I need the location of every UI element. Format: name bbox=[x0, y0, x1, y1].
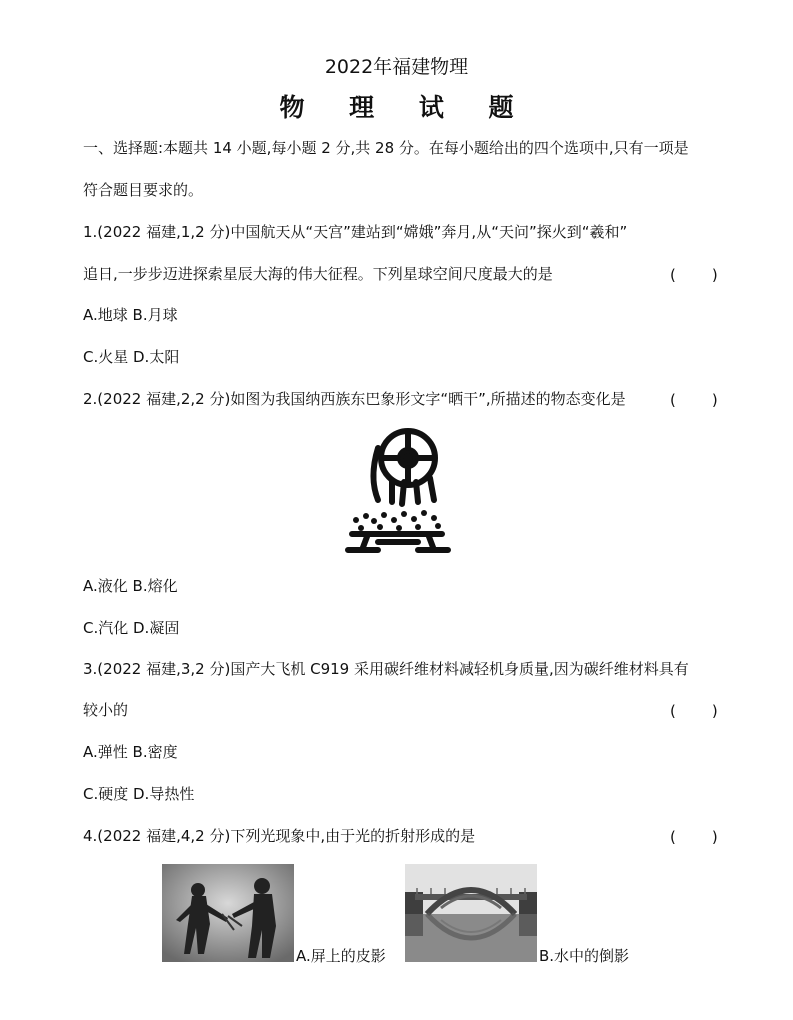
q2-options-row1: A.液化 B.熔化 bbox=[83, 577, 178, 595]
q3-line2: 较小的 bbox=[83, 701, 129, 719]
q2-line1: 2.(2022 福建,2,2 分)如图为我国纳西族东巴象形文字“晒干”,所描述的物态变化是 bbox=[83, 390, 626, 408]
q4-line1: 4.(2022 福建,4,2 分)下列光现象中,由于光的折射形成的是 bbox=[83, 827, 476, 845]
q1-options-row1: A.地球 B.月球 bbox=[83, 306, 178, 324]
q2-options-row2: C.汽化 D.凝固 bbox=[83, 619, 180, 637]
header-title: 2022年福建物理 bbox=[324, 56, 469, 78]
q1-answer-paren: ( ) bbox=[670, 266, 720, 284]
q2-answer-paren: ( ) bbox=[670, 391, 720, 409]
q3-answer-paren: ( ) bbox=[670, 702, 720, 720]
section1-line2: 符合题目要求的。 bbox=[83, 181, 204, 199]
shadow-puppet-photo bbox=[162, 864, 294, 962]
bridge-reflection-photo bbox=[405, 864, 537, 962]
section1-line1: 一、选择题:本题共 14 小题,每小题 2 分,共 28 分。在每小题给出的四个选项中,只有一项是 bbox=[83, 139, 689, 157]
q1-line2: 追日,一步步迈进探索星辰大海的伟大征程。下列星球空间尺度最大的是 bbox=[83, 265, 553, 283]
paper-title: 物 理 试 题 bbox=[279, 93, 532, 122]
q4-answer-paren: ( ) bbox=[670, 828, 720, 846]
q1-options-row2: C.火星 D.太阳 bbox=[83, 348, 180, 366]
q3-line1: 3.(2022 福建,3,2 分)国产大飞机 C919 采用碳纤维材料减轻机身质量,因为碳纤维材料具有 bbox=[83, 660, 689, 678]
q4-option-a: A.屏上的皮影 bbox=[296, 947, 386, 965]
q1-line1: 1.(2022 福建,1,2 分)中国航天从“天宫”建站到“嫦娥”奔月,从“天问”探火到“羲和” bbox=[83, 223, 628, 241]
q4-option-b: B.水中的倒影 bbox=[539, 947, 630, 965]
q3-options-row1: A.弹性 B.密度 bbox=[83, 743, 178, 761]
q3-options-row2: C.硬度 D.导热性 bbox=[83, 785, 195, 803]
dongba-pictograph-drying bbox=[338, 424, 454, 556]
